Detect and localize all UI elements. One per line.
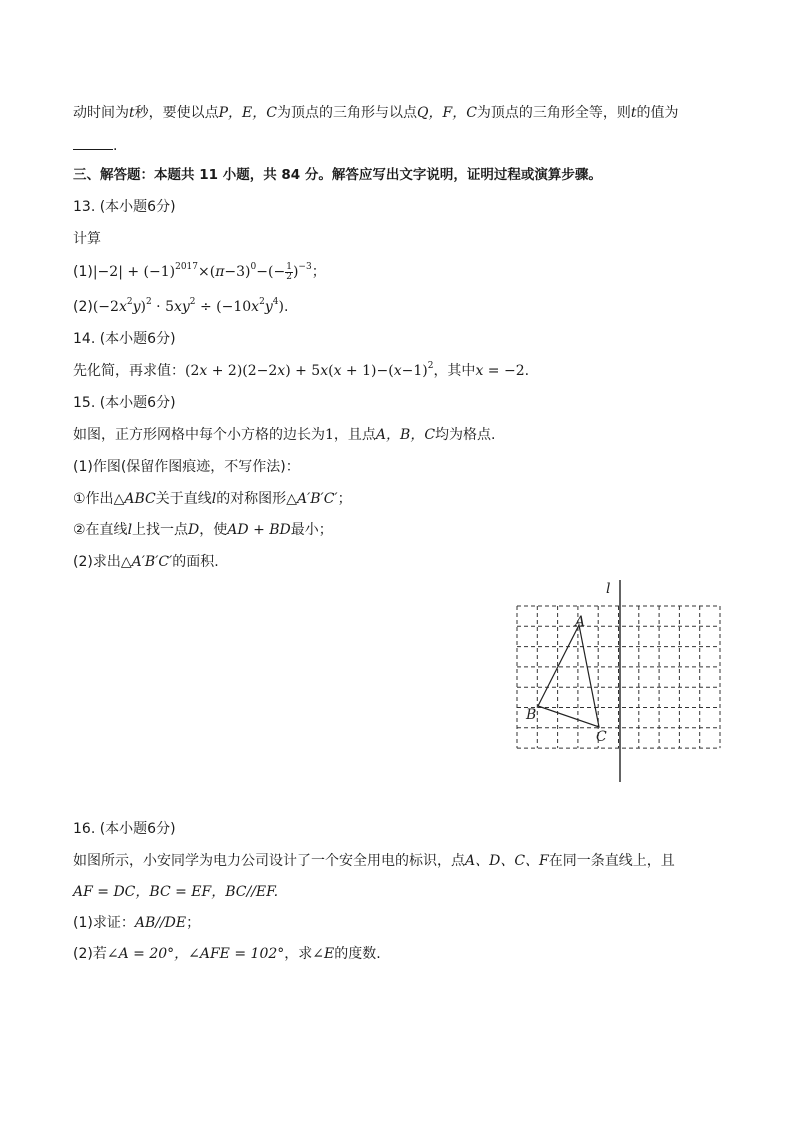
q16-line-1 — [73, 851, 675, 871]
section-3-score: 84 — [281, 167, 301, 183]
q15-line-4-expr: AD + BD — [227, 522, 291, 538]
q15-line-3-c: 的对称图形 — [216, 491, 287, 507]
triangle-abc — [538, 625, 599, 727]
dashed-grid — [517, 606, 720, 748]
q13-instruction: 计算 — [73, 231, 101, 247]
section-3-count: 11 — [199, 167, 218, 183]
q14-condition: x = −2 — [475, 363, 525, 379]
q16-line-3-b: ； — [186, 915, 201, 931]
q14-text-pre: 先化简，再求值： — [73, 363, 185, 379]
q15-line-4-a: ②在直线 — [73, 522, 128, 538]
q15-line-1-a: 如图，正方形网格中每个小方格的边长为 — [73, 427, 325, 443]
q13-header: 13. (本小题6分) — [73, 199, 176, 215]
q16-line-3-expr: AB//DE — [134, 915, 187, 931]
answer-blank-period: . — [113, 138, 118, 154]
q16-line-4 — [73, 944, 381, 964]
q16-line-3 — [73, 913, 200, 933]
q15-line-4-D: D — [188, 522, 200, 538]
label-c: C — [596, 729, 607, 745]
q15-line-1-b: ，且点 — [333, 427, 376, 443]
q15-line-3-b: 关于直线 — [155, 491, 212, 507]
q16-line-4-expr-1: ∠A = 20°，∠AFE = 102° — [106, 946, 285, 962]
q13-item-1-expr: $|-2| + (-1)^{2017}\times(\pi-3)^0-(-$ $\frac{1}{2}$ )$^{-3}$ — [92, 261, 312, 282]
q15-line-4-d: 最小； — [290, 522, 333, 538]
q16-line-2-expr: AF = DC，BC = EF，BC//EF. — [73, 884, 279, 900]
q15-line-1-one: 1 — [325, 427, 334, 443]
q16-line-4-expr-2: ∠E — [312, 946, 335, 962]
q16-line-3-a: (1)求证： — [73, 915, 135, 931]
q16-line-1-points: A、D、C、F — [465, 853, 549, 869]
q13-item-2-expr: $(-2x^2y)^2 \cdot 5xy^2 \div (-10x^2y^4)$ — [92, 297, 284, 315]
q16-line-4-c: 的度数. — [334, 946, 381, 962]
label-b: B — [526, 707, 537, 723]
q15-header: 15. (本小题6分) — [73, 395, 176, 411]
section-3-mid: 小题，共 — [218, 167, 282, 183]
q14-text-mid: ，其中 — [433, 363, 476, 379]
intro-text-4: 为顶点的三角形全等，则 — [476, 105, 631, 121]
q15-line-1-c: 均为格点. — [435, 427, 496, 443]
label-a: A — [575, 614, 586, 630]
intro-text-3: 为顶点的三角形与以点 — [277, 105, 417, 121]
q15-line-2: (1)作图(保留作图痕迹，不写作法)： — [73, 459, 300, 475]
q15-line-5-triangle: △A′B′C′ — [120, 554, 173, 570]
intro-points-1: P，E，C — [218, 105, 277, 121]
intro-points-2: Q，F，C — [417, 105, 477, 121]
section-3-prefix: 三、解答题：本题共 — [73, 167, 200, 183]
q15-line-5-b: 的面积. — [172, 554, 219, 570]
q16-header: 16. (本小题6分) — [73, 821, 176, 837]
intro-var-t2: t — [630, 105, 637, 121]
q16-line-1-b: 在同一条直线上，且 — [548, 853, 675, 869]
q15-line-4-c: ，使 — [199, 522, 228, 538]
q15-line-3-triangle: △ABC — [113, 491, 156, 507]
q15-line-3-a: ①作出 — [73, 491, 114, 507]
intro-var-t: t — [129, 105, 135, 121]
q15-line-1-points: A，B，C — [375, 427, 436, 443]
q13-item-1-label: (1) — [73, 264, 93, 280]
q16-line-2 — [73, 882, 278, 902]
q13-item-2-period: . — [283, 299, 289, 315]
q14-header: 14. (本小题6分) — [73, 331, 176, 347]
q15-line-3-triangle-prime: △A′B′C′ — [286, 491, 338, 507]
label-l: l — [606, 581, 611, 597]
q16-line-4-b: ，求 — [284, 946, 313, 962]
q15-line-4-b: 上找一点 — [132, 522, 189, 538]
q16-line-4-a: (2)若 — [73, 946, 107, 962]
q15-line-3-l: l — [211, 491, 217, 507]
q14-text-end: . — [524, 363, 530, 379]
q13-item-2-label: (2) — [73, 299, 93, 315]
q16-line-1-a: 如图所示，小安同学为电力公司设计了一个安全用电的标识，点 — [73, 853, 465, 869]
q13-item-1-semicolon: ； — [311, 264, 326, 280]
intro-text-1: 动时间为 — [73, 105, 129, 121]
q15-line-4-l: l — [127, 522, 133, 538]
q14-expression: $(2x + 2)(2-2x) + 5x(x + 1)-(x-1)^2$ — [185, 361, 434, 379]
intro-text-5: 的值为 — [636, 105, 679, 121]
intro-text-2: 秒，要使以点 — [134, 105, 219, 121]
q15-line-3-d: ； — [337, 491, 352, 507]
q15-line-5-a: (2)求出 — [73, 554, 121, 570]
section-3-suffix: 分。解答应写出文字说明，证明过程或演算步骤。 — [300, 167, 602, 183]
